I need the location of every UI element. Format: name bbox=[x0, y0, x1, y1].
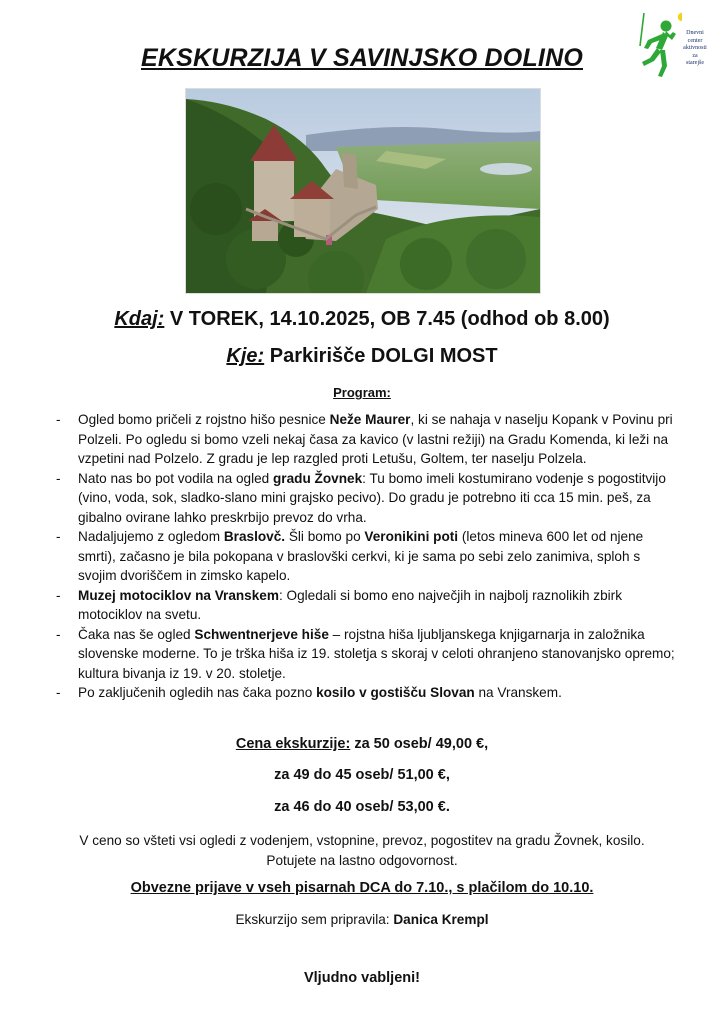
program-item bbox=[56, 527, 678, 586]
item-text: : Ogledali si bomo eno največjih in najbolj raznolikih zbirk motociklov na svetu. bbox=[78, 587, 622, 622]
item-text: (letos mineva 600 let od njene smrti), začasno je bila pokopana v braslovški cerkvi, ki je sama po sebi zelo zanimiva, sploh s svojim dvoriščem in zimsko kapelo. bbox=[78, 529, 644, 583]
item-text: Šli bomo po bbox=[285, 529, 365, 544]
price-label: Cena ekskurzije: bbox=[235, 736, 351, 752]
castle-photo bbox=[185, 88, 541, 294]
program-item bbox=[56, 625, 678, 684]
item-text: Nadaljujemo z ogledom bbox=[78, 529, 224, 544]
highlight-text: Veronikini poti bbox=[364, 529, 459, 544]
event-when bbox=[0, 308, 724, 331]
where-value: Parkirišče DOLGI MOST bbox=[264, 345, 498, 367]
item-text: Nato nas bo pot vodila na ogled bbox=[78, 470, 273, 486]
item-text: – rojstna hiša ljubljanskega knjigarnarja in založnika slovenske moderne. To je trška hiša iz 19. stoletja s skoraj v celoti ohranjeno stanovanjsko opremo; kultura bivanja iz 19. v 20. stoletje. bbox=[78, 626, 675, 681]
program-item bbox=[56, 586, 678, 625]
program-item bbox=[56, 410, 678, 469]
organizer-name: Danica Krempl bbox=[393, 912, 489, 927]
highlight-text: Neže Maurer bbox=[329, 412, 411, 427]
list-bullet: - bbox=[56, 412, 61, 427]
program-heading: Program: bbox=[333, 385, 391, 400]
price-note: V ceno so všteti vsi ogledi z vodenjem, vstopnine, prevoz, pogostitev na gradu Žovnek, kosilo. Potujete na lastno odgovornost. bbox=[79, 833, 645, 868]
program-item bbox=[56, 683, 678, 703]
item-text: Ogled bomo pričeli z rojstno hišo pesnice bbox=[78, 412, 330, 427]
list-bullet: - bbox=[56, 529, 61, 544]
item-text: Čaka nas še ogled bbox=[78, 626, 195, 642]
list-bullet: - bbox=[56, 470, 61, 486]
program-list bbox=[56, 410, 678, 703]
dca-logo bbox=[636, 10, 714, 82]
highlight-text: Muzej motociklov na Vranskem bbox=[78, 587, 279, 603]
item-text: , ki se nahaja v naselju Kopank v Povinu pri Polzeli. Po ogledu si bomo vzeli nekaj časa za kavico (v lastni režiji) na Gradu Komenda, ki leži na vzpetini nad Polzelo. Z gradu je lep razgled proti Letušu, Goltem, ter naselju Polzela. bbox=[78, 412, 673, 466]
prepared-by: Ekskurzijo sem pripravila: Danica Krempl bbox=[235, 912, 489, 927]
program-item bbox=[56, 469, 678, 528]
highlight-text: Schwentnerjeve hiše bbox=[194, 626, 329, 642]
when-label: Kdaj: bbox=[114, 308, 165, 330]
registration-notice: Obvezne prijave v vseh pisarnah DCA do 7.10., s plačilom do 10.10. bbox=[130, 880, 594, 896]
item-text: : Tu bomo imeli kostumirano vodenje s pogostitvijo (vino, voda, sok, sladko-slano mini grajsko pecivo). Do gradu je potrebno iti cca 15 min. peš, za gibalno ovirane lahko preskrbijo prevoz do vrha. bbox=[78, 470, 666, 525]
when-value: V TOREK, 14.10.2025, OB 7.45 (odhod ob 8.00) bbox=[164, 308, 610, 330]
highlight-text: kosilo v gostišču Slovan bbox=[316, 685, 475, 700]
closing-text: Vljudno vabljeni! bbox=[303, 970, 420, 986]
list-bullet: - bbox=[56, 587, 61, 603]
castle-on-hill-photo bbox=[186, 89, 540, 293]
item-text: Po zaključenih ogledih nas čaka pozno bbox=[78, 685, 317, 700]
event-where bbox=[0, 345, 724, 368]
item-text: na Vranskem. bbox=[474, 685, 562, 700]
price-line-1: Cena ekskurzije: za 50 oseb/ 49,00 €, bbox=[235, 736, 489, 752]
highlight-text: gradu Žovnek bbox=[273, 470, 363, 486]
where-label: Kje: bbox=[226, 345, 265, 367]
list-bullet: - bbox=[56, 626, 61, 642]
price-line-3: za 46 do 40 oseb/ 53,00 €. bbox=[274, 799, 450, 815]
page-title: EKSKURZIJA V SAVINJSKO DOLINO bbox=[141, 44, 583, 72]
highlight-text: Braslovč. bbox=[223, 529, 286, 544]
list-bullet: - bbox=[56, 685, 61, 700]
price-line-2: za 49 do 45 oseb/ 51,00 €, bbox=[274, 767, 450, 783]
logo-text: Dnevni center aktivnosti za starejše bbox=[683, 30, 707, 66]
